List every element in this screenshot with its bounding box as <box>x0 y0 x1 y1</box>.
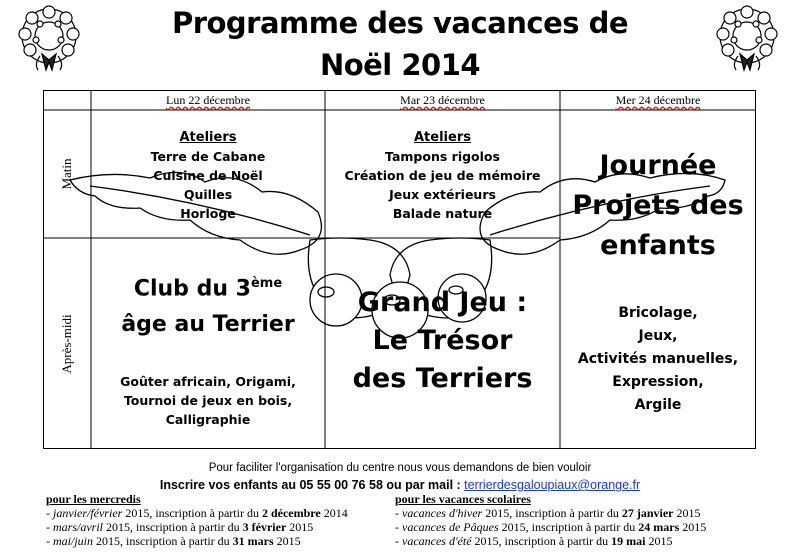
row-label-morning: Matin <box>59 158 74 190</box>
holidays-registration <box>395 492 755 548</box>
activity-item: Horloge <box>180 206 236 221</box>
page-title: Programme des vacances de <box>171 6 629 40</box>
afternoon-wednesday-activities: Bricolage, Jeux, Activités manuelles, Expression, Argile <box>577 305 739 413</box>
activity-item: Terre de Cabane <box>150 149 266 164</box>
footer-notice: Pour faciliter l'organisation du centre nous vous demandons de bien vouloir <box>208 462 592 474</box>
activity-item: Quilles <box>183 187 233 202</box>
list-item: - mars/avril 2015, inscription à partir du 3 février 2015 <box>46 520 314 534</box>
list-item: - janvier/février 2015, inscription à partir du 2 décembre 2014 <box>46 506 348 520</box>
list-item: - vacances d'hiver 2015, inscription à partir du 27 janvier 2015 <box>395 506 701 520</box>
wednesday-projects-heading: Journée Projets des enfants <box>572 150 744 261</box>
list-item: - vacances d'été 2015, inscription à partir du 19 mai 2015 <box>395 534 673 548</box>
club-heading: Club du 3ème âge au Terrier <box>121 276 295 338</box>
day-header-tuesday: Mar 23 décembre <box>400 93 485 107</box>
morning-tuesday-cell <box>325 128 560 223</box>
holidays-heading: pour les vacances scolaires <box>395 492 531 506</box>
day-header-wednesday: Mer 24 décembre <box>615 93 701 107</box>
morning-monday-cell <box>91 128 325 223</box>
workshop-heading: Ateliers <box>414 130 471 145</box>
grand-jeu-heading: Grand Jeu : Le Trésor des Terriers <box>352 287 533 394</box>
page-subtitle: Noël 2014 <box>319 48 481 82</box>
row-label-afternoon: Après-midi <box>59 314 74 374</box>
activity-item: Jeux extérieurs <box>389 187 496 202</box>
day-header-monday: Lun 22 décembre <box>166 93 250 107</box>
activity-item: Balade nature <box>392 206 493 221</box>
email-link[interactable]: terrierdesgaloupiaux@orange.fr <box>464 478 641 492</box>
workshop-heading: Ateliers <box>179 130 237 145</box>
wednesdays-heading: pour les mercredis <box>46 492 141 506</box>
afternoon-monday-activities: Goûter africain, Origami, Tournoi de jeux en bois, Calligraphie <box>120 374 296 427</box>
activity-item: Création de jeu de mémoire <box>344 168 541 183</box>
list-item: - vacances de Pâques 2015, inscription à partir du 24 mars 2015 <box>395 520 707 534</box>
wednesdays-registration <box>46 492 386 548</box>
activity-item: Cuisine de Noël <box>153 168 263 183</box>
activity-item: Tampons rigolos <box>385 149 500 164</box>
list-item: - mai/juin 2015, inscription à partir du 31 mars 2015 <box>46 534 301 548</box>
contact-line: Inscrire vos enfants au 05 55 00 76 58 ou par mail : terrierdesgaloupiaux@orange.fr <box>159 478 641 492</box>
